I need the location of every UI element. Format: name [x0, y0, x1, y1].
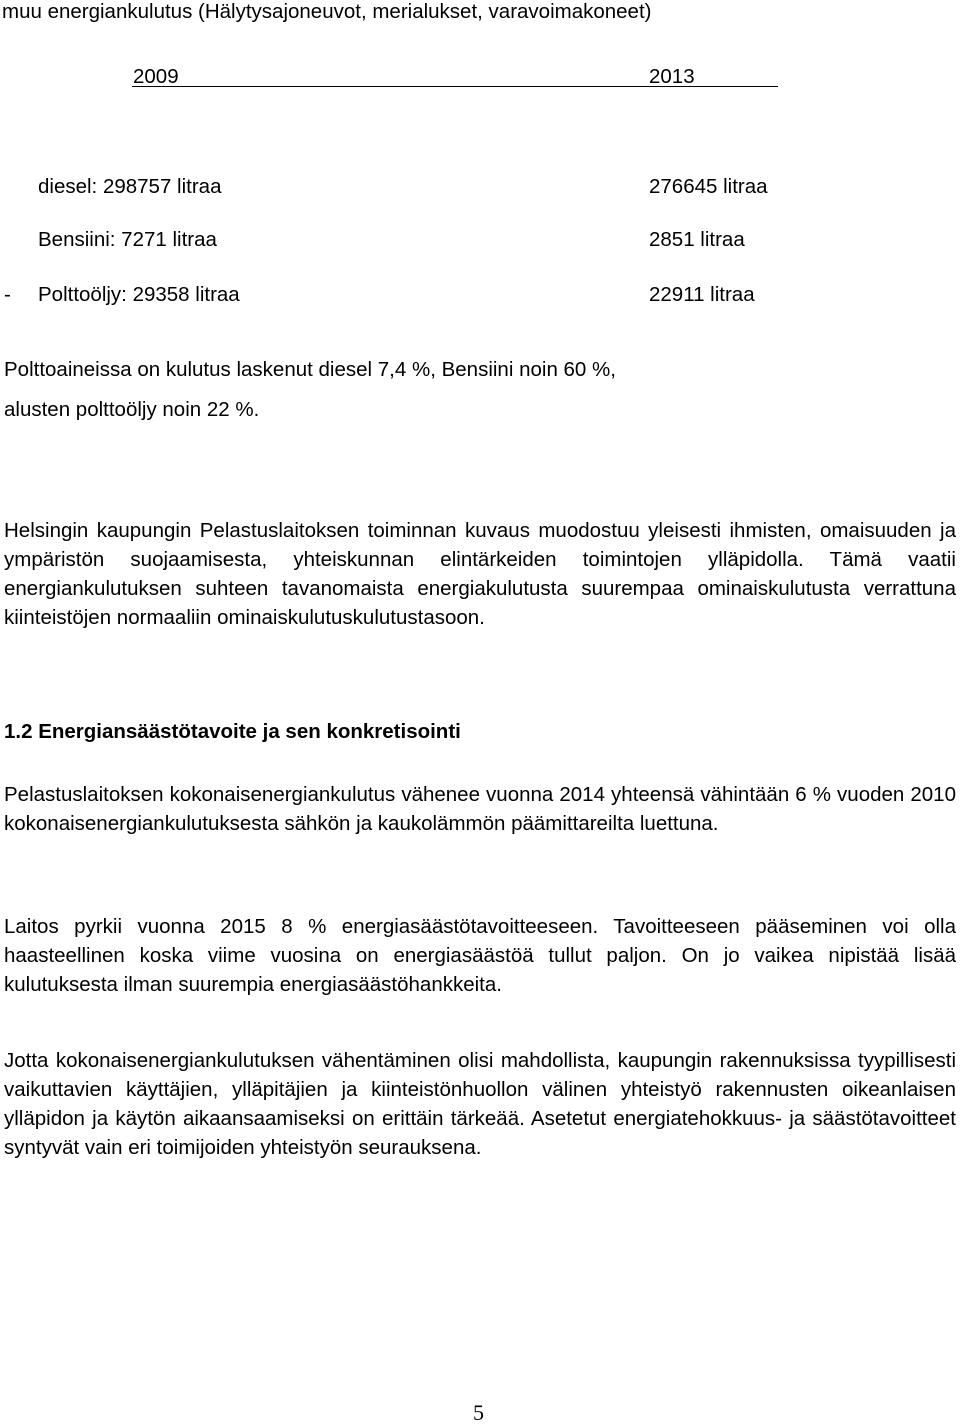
page-number: 5: [473, 1400, 484, 1425]
fuel-label-diesel: diesel: 298757 litraa: [38, 175, 222, 198]
section-title: muu energiankulutus (Hälytysajoneuvot, merialukset, varavoimakoneet): [2, 0, 652, 23]
year-2009-header: 2009: [133, 65, 179, 88]
fuel-value-polttooljy-2013: 22911 litraa: [649, 283, 755, 306]
fuel-value-bensiini-2013: 2851 litraa: [649, 228, 745, 251]
paragraph-goal-2015: Laitos pyrkii vuonna 2015 8 % energiasäästötavoitteeseen. Tavoitteeseen pääseminen voi olla haasteellinen koska viime vuosina on energiasäästöä tullut paljon. On jo vaikea nipistää lisää kulutuksesta ilman suurempia energiasäästöhankkeita.: [4, 915, 956, 996]
paragraph-goal-2014: Pelastuslaitoksen kokonaisenergiankulutus vähenee vuonna 2014 yhteensä vähintään 6 % vuoden 2010 kokonaisenergiankulutuksesta sähkön ja kaukolämmön päämittareilta luettuna.: [4, 783, 956, 835]
fuel-bullet-dash: -: [4, 283, 11, 306]
fuel-note-line-2: alusten polttoöljy noin 22 %.: [4, 398, 260, 421]
paragraph-rescue-description: Helsingin kaupungin Pelastuslaitoksen toiminnan kuvaus muodostuu yleisesti ihmisten, omaisuuden ja ympäristön suojaamisesta, yhteiskunnan elintärkeiden toimintojen ylläpidolla. Tämä vaatii energiankulutuksen suhteen tavanomaista energiakulutusta suurempaa ominaiskulutusta verrattuna kiinteistöjen normaaliin ominaiskulutuskulutustasoon.: [4, 519, 956, 629]
fuel-label-bensiini: Bensiini: 7271 litraa: [38, 228, 217, 251]
fuel-note-line-1: Polttoaineissa on kulutus laskenut diesel 7,4 %, Bensiini noin 60 %,: [4, 358, 616, 381]
fuel-value-diesel-2013: 276645 litraa: [649, 175, 768, 198]
year-2013-header: 2013: [649, 65, 695, 88]
paragraph-cooperation: Jotta kokonaisenergiankulutuksen vähentäminen olisi mahdollista, kaupungin rakennuksissa tyypillisesti vaikuttavien käyttäjien, ylläpitäjien ja kiinteistönhuollon välinen yhteistyö rakennusten oikeanlaisen ylläpidon ja käytön aikaansaamiseksi on erittäin tärkeää. Asetetut energiatehokkuus- ja säästötavoitteet syntyvät vain eri toimijoiden yhteistyön seurauksena.: [4, 1049, 956, 1159]
fuel-label-polttooljy: Polttoöljy: 29358 litraa: [38, 283, 240, 306]
year-header-underline: [132, 86, 778, 87]
heading-section-1-2: 1.2 Energiansäästötavoite ja sen konkretisointi: [4, 720, 461, 743]
